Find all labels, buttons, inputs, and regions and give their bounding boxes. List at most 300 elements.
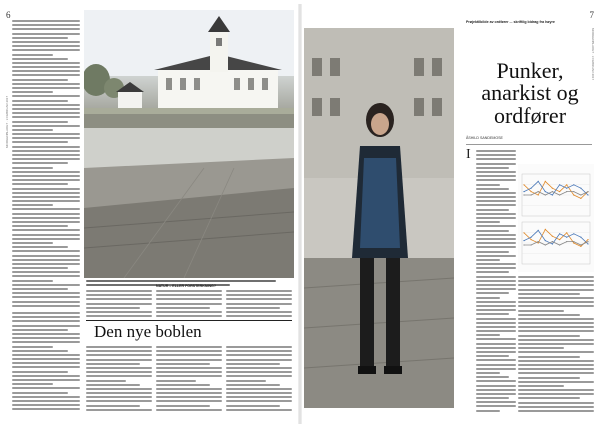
chart-point bbox=[552, 194, 553, 195]
text-line bbox=[476, 158, 516, 160]
left-page bbox=[4, 8, 296, 420]
text-line bbox=[518, 389, 594, 391]
text-line bbox=[226, 371, 292, 373]
text-line bbox=[12, 137, 80, 139]
text-line bbox=[518, 293, 580, 295]
lower-left-text-column-1 bbox=[12, 312, 80, 416]
text-line bbox=[86, 359, 152, 361]
text-line bbox=[12, 171, 80, 173]
text-line bbox=[86, 307, 140, 309]
text-line bbox=[518, 356, 580, 358]
text-line bbox=[476, 263, 516, 265]
text-line bbox=[476, 393, 516, 395]
church-illustration bbox=[84, 10, 294, 128]
chart-point bbox=[573, 241, 574, 242]
text-line bbox=[518, 343, 594, 345]
text-line bbox=[476, 213, 516, 215]
text-line bbox=[226, 311, 292, 313]
text-line bbox=[12, 379, 80, 381]
text-line bbox=[86, 400, 152, 402]
text-line bbox=[476, 200, 516, 202]
text-line bbox=[156, 396, 222, 398]
text-line bbox=[12, 392, 68, 394]
chart-point bbox=[573, 233, 574, 234]
text-line bbox=[12, 320, 80, 322]
text-line bbox=[476, 276, 516, 278]
text-line bbox=[12, 217, 80, 219]
folio-left: MORGENBLADET · 3 FEBRUAR 2017 bbox=[5, 95, 9, 148]
text-line bbox=[12, 95, 80, 97]
text-line bbox=[518, 351, 594, 353]
text-line bbox=[12, 49, 80, 51]
text-line bbox=[12, 242, 53, 244]
text-line bbox=[86, 315, 152, 317]
chart-point bbox=[531, 237, 532, 238]
middle-text-column bbox=[86, 290, 152, 320]
text-line bbox=[12, 162, 68, 164]
chart-point bbox=[587, 191, 588, 192]
chart-point bbox=[559, 239, 560, 240]
text-line bbox=[476, 288, 516, 290]
text-line bbox=[156, 359, 222, 361]
text-line bbox=[12, 312, 80, 314]
text-line bbox=[518, 410, 594, 412]
chart-point bbox=[523, 244, 524, 245]
text-line bbox=[226, 400, 292, 402]
chart-point bbox=[559, 184, 560, 185]
text-line bbox=[12, 329, 68, 331]
text-line bbox=[12, 108, 80, 110]
chart-point bbox=[552, 191, 553, 192]
text-line bbox=[12, 192, 80, 194]
text-line bbox=[156, 294, 222, 296]
text-line bbox=[156, 303, 222, 305]
text-line bbox=[226, 388, 292, 390]
text-line bbox=[12, 250, 80, 252]
text-line bbox=[12, 116, 80, 118]
text-line bbox=[476, 380, 516, 382]
chart-series-line bbox=[524, 192, 588, 195]
text-line bbox=[518, 368, 594, 370]
chart-point bbox=[531, 191, 532, 192]
text-line bbox=[12, 234, 80, 236]
text-line bbox=[12, 183, 68, 185]
chart-point bbox=[545, 229, 546, 230]
text-line bbox=[518, 372, 594, 374]
text-line bbox=[12, 179, 80, 181]
chart-point bbox=[587, 241, 588, 242]
text-line bbox=[226, 294, 292, 296]
byline-rule bbox=[466, 144, 592, 145]
chart-point bbox=[552, 188, 553, 189]
text-line bbox=[12, 66, 80, 68]
plaza-illustration bbox=[84, 128, 294, 278]
chart-point bbox=[566, 232, 567, 233]
text-line bbox=[476, 405, 516, 407]
text-line bbox=[12, 350, 68, 352]
text-line bbox=[226, 346, 292, 348]
text-line bbox=[86, 396, 152, 398]
text-line bbox=[476, 330, 516, 332]
text-line bbox=[518, 276, 594, 278]
text-line bbox=[476, 242, 516, 244]
text-line bbox=[476, 234, 516, 236]
text-line bbox=[518, 385, 564, 387]
text-line bbox=[476, 167, 509, 169]
text-line bbox=[476, 305, 516, 307]
chart-point bbox=[523, 194, 524, 195]
chart-point bbox=[538, 181, 539, 182]
text-line bbox=[12, 296, 80, 298]
chart-point bbox=[580, 194, 581, 195]
headline-rule bbox=[86, 320, 292, 321]
text-line bbox=[12, 301, 80, 303]
chart-point bbox=[538, 194, 539, 195]
text-line bbox=[476, 401, 516, 403]
text-line bbox=[518, 364, 594, 366]
text-line bbox=[12, 337, 80, 339]
chart-point bbox=[552, 243, 553, 244]
text-line bbox=[518, 339, 594, 341]
text-line bbox=[476, 322, 516, 324]
text-line bbox=[476, 389, 516, 391]
text-line bbox=[86, 350, 152, 352]
left-headline: Den nye boblen bbox=[94, 322, 202, 341]
right-body-column-1 bbox=[476, 150, 516, 416]
text-line bbox=[518, 347, 564, 349]
text-line bbox=[12, 408, 80, 410]
text-line bbox=[518, 318, 594, 320]
chart-point bbox=[538, 191, 539, 192]
text-line bbox=[12, 104, 80, 106]
text-line bbox=[476, 196, 516, 198]
text-line bbox=[476, 284, 516, 286]
text-line bbox=[12, 91, 53, 93]
left-text-column bbox=[12, 20, 80, 310]
text-line bbox=[156, 375, 222, 377]
text-line bbox=[86, 354, 152, 356]
text-line bbox=[156, 354, 222, 356]
text-line bbox=[12, 366, 80, 368]
text-line bbox=[226, 392, 292, 394]
text-line bbox=[226, 290, 292, 292]
text-line bbox=[12, 175, 80, 177]
text-line bbox=[12, 371, 68, 373]
text-line bbox=[12, 354, 80, 356]
text-line bbox=[12, 259, 80, 261]
text-line bbox=[12, 100, 68, 102]
text-line bbox=[12, 41, 80, 43]
text-line bbox=[12, 28, 80, 30]
text-line bbox=[12, 271, 80, 273]
text-line bbox=[12, 362, 80, 364]
text-line bbox=[476, 179, 516, 181]
text-line bbox=[86, 294, 152, 296]
text-line bbox=[156, 405, 210, 407]
text-line bbox=[86, 409, 152, 411]
text-line bbox=[476, 301, 516, 303]
text-line bbox=[12, 188, 80, 190]
text-line bbox=[476, 280, 516, 282]
text-line bbox=[12, 87, 80, 89]
text-line bbox=[518, 406, 594, 408]
text-line bbox=[518, 284, 594, 286]
text-line bbox=[156, 367, 222, 369]
text-line bbox=[12, 150, 80, 152]
text-line bbox=[12, 129, 53, 131]
text-line bbox=[156, 371, 222, 373]
text-line bbox=[86, 384, 140, 386]
text-line bbox=[156, 384, 210, 386]
text-line bbox=[156, 392, 222, 394]
text-line bbox=[476, 292, 509, 294]
text-line bbox=[156, 307, 210, 309]
text-line bbox=[156, 350, 222, 352]
text-line bbox=[226, 396, 292, 398]
text-line bbox=[12, 275, 80, 277]
text-line bbox=[12, 375, 80, 377]
text-line bbox=[12, 284, 80, 286]
text-line bbox=[86, 303, 152, 305]
chart-point bbox=[552, 241, 553, 242]
text-line bbox=[12, 58, 68, 60]
chart-point bbox=[538, 241, 539, 242]
text-line bbox=[12, 280, 53, 282]
text-line bbox=[12, 387, 80, 389]
text-line bbox=[12, 79, 68, 81]
text-line bbox=[156, 290, 222, 292]
text-line bbox=[476, 351, 516, 353]
chart-point bbox=[531, 239, 532, 240]
text-line bbox=[12, 400, 80, 402]
chart-point bbox=[580, 188, 581, 189]
text-line bbox=[476, 318, 516, 320]
text-line bbox=[156, 346, 222, 348]
text-line bbox=[12, 208, 80, 210]
page-number-left: 6 bbox=[6, 10, 11, 20]
chart-svg bbox=[518, 164, 594, 272]
chart-point bbox=[545, 191, 546, 192]
chart-point bbox=[566, 237, 567, 238]
text-line bbox=[476, 154, 516, 156]
chart-point bbox=[552, 236, 553, 237]
portrait-illustration bbox=[304, 28, 454, 408]
line-chart bbox=[518, 164, 594, 272]
text-line bbox=[518, 301, 594, 303]
text-line bbox=[12, 125, 80, 127]
text-line bbox=[12, 37, 68, 39]
text-line bbox=[12, 133, 80, 135]
text-line bbox=[476, 334, 500, 336]
chart-series-line bbox=[524, 242, 588, 245]
text-line bbox=[86, 290, 152, 292]
page-gutter bbox=[298, 4, 302, 424]
text-line bbox=[12, 263, 80, 265]
text-line bbox=[518, 402, 594, 404]
chart-point bbox=[580, 246, 581, 247]
middle-text-column-2 bbox=[156, 290, 222, 320]
text-line bbox=[12, 20, 80, 22]
text-line bbox=[476, 217, 516, 219]
text-line bbox=[12, 112, 80, 114]
right-kicker: Prøjektilbilde av ordfører ... skriftlig bidrag fra høyre bbox=[466, 20, 555, 24]
text-line bbox=[518, 377, 580, 379]
text-line bbox=[86, 311, 152, 313]
section-label: NATUR – ELLER FORSTERKNING? bbox=[156, 284, 217, 288]
text-line bbox=[12, 146, 80, 148]
chart-point bbox=[545, 240, 546, 241]
chart-point bbox=[531, 194, 532, 195]
chart-point bbox=[559, 244, 560, 245]
text-line bbox=[476, 171, 516, 173]
chart-point bbox=[531, 244, 532, 245]
text-line bbox=[476, 246, 516, 248]
text-line bbox=[476, 410, 500, 412]
text-line bbox=[86, 363, 140, 365]
text-line bbox=[12, 341, 80, 343]
folio-right: MORGENBLADET · 3 FEBRUAR 2017 bbox=[591, 28, 595, 81]
text-line bbox=[476, 251, 509, 253]
chart-point bbox=[523, 184, 524, 185]
text-line bbox=[476, 376, 509, 378]
text-line bbox=[12, 238, 80, 240]
text-line bbox=[86, 392, 152, 394]
text-line bbox=[86, 371, 152, 373]
text-line bbox=[12, 45, 80, 47]
text-line bbox=[476, 309, 516, 311]
text-line bbox=[476, 163, 516, 165]
text-line bbox=[156, 363, 210, 365]
text-line bbox=[518, 280, 594, 282]
church-photo bbox=[84, 10, 294, 128]
text-line bbox=[476, 192, 516, 194]
chart-point bbox=[573, 242, 574, 243]
text-line bbox=[86, 405, 140, 407]
chart-point bbox=[559, 191, 560, 192]
text-line bbox=[12, 24, 80, 26]
right-body-column-2 bbox=[518, 276, 594, 416]
text-line bbox=[226, 303, 292, 305]
text-line bbox=[476, 359, 516, 361]
chart-point bbox=[523, 232, 524, 233]
chart-point bbox=[523, 240, 524, 241]
text-line bbox=[518, 381, 594, 383]
chart-point bbox=[573, 194, 574, 195]
text-line bbox=[226, 307, 280, 309]
text-line bbox=[476, 230, 509, 232]
text-line bbox=[86, 346, 152, 348]
text-line bbox=[86, 380, 126, 382]
text-line bbox=[226, 375, 292, 377]
text-line bbox=[226, 363, 280, 365]
text-line bbox=[156, 409, 222, 411]
chart-point bbox=[580, 198, 581, 199]
chart-point bbox=[573, 184, 574, 185]
text-line bbox=[226, 367, 292, 369]
chart-point bbox=[559, 194, 560, 195]
text-line bbox=[86, 375, 152, 377]
text-line bbox=[12, 74, 80, 76]
text-line bbox=[226, 350, 292, 352]
chart-point bbox=[531, 188, 532, 189]
text-line bbox=[476, 271, 509, 273]
text-line bbox=[518, 305, 594, 307]
text-line bbox=[476, 221, 500, 223]
drop-cap: I bbox=[466, 147, 471, 162]
text-line bbox=[12, 396, 80, 398]
chart-point bbox=[538, 230, 539, 231]
text-line bbox=[476, 313, 509, 315]
text-line bbox=[156, 388, 222, 390]
text-line bbox=[476, 368, 516, 370]
text-line bbox=[476, 188, 509, 190]
text-line bbox=[156, 311, 222, 313]
text-line bbox=[476, 397, 509, 399]
text-line bbox=[86, 388, 152, 390]
text-line bbox=[226, 359, 292, 361]
text-line bbox=[476, 259, 500, 261]
text-line bbox=[156, 315, 222, 317]
text-line bbox=[12, 246, 68, 248]
portrait-photo bbox=[304, 28, 454, 408]
plaza-photo bbox=[84, 128, 294, 278]
text-line bbox=[156, 400, 222, 402]
chart-point bbox=[545, 244, 546, 245]
text-line bbox=[476, 364, 516, 366]
text-line bbox=[226, 405, 280, 407]
chart-point bbox=[523, 191, 524, 192]
text-line bbox=[12, 305, 80, 307]
chart-point bbox=[580, 237, 581, 238]
text-line bbox=[12, 204, 53, 206]
text-line bbox=[156, 298, 222, 300]
text-line bbox=[12, 292, 80, 294]
text-line bbox=[12, 255, 80, 257]
text-line bbox=[518, 393, 594, 395]
text-line bbox=[12, 196, 80, 198]
page-number-right: 7 bbox=[589, 10, 594, 20]
text-line bbox=[226, 380, 266, 382]
text-line bbox=[476, 343, 516, 345]
text-line bbox=[476, 347, 516, 349]
right-headline: Punker, anarkist og ordfører bbox=[481, 58, 579, 128]
right-page bbox=[304, 8, 596, 420]
text-line bbox=[476, 209, 509, 211]
chart-point bbox=[566, 188, 567, 189]
text-line bbox=[12, 316, 80, 318]
chart-point bbox=[538, 242, 539, 243]
chart-point bbox=[566, 184, 567, 185]
text-line bbox=[476, 338, 516, 340]
text-line bbox=[12, 225, 68, 227]
text-line bbox=[476, 150, 516, 152]
chart-point bbox=[587, 239, 588, 240]
text-line bbox=[476, 225, 516, 227]
text-line bbox=[12, 33, 80, 35]
text-line bbox=[476, 184, 500, 186]
chart-point bbox=[545, 181, 546, 182]
text-line bbox=[518, 397, 580, 399]
chart-point bbox=[573, 191, 574, 192]
chart-point bbox=[566, 241, 567, 242]
text-line bbox=[476, 267, 516, 269]
chart-point bbox=[587, 243, 588, 244]
text-line bbox=[12, 404, 80, 406]
right-text-column bbox=[226, 290, 292, 320]
text-line bbox=[12, 358, 80, 360]
text-line bbox=[12, 383, 53, 385]
text-line bbox=[518, 314, 580, 316]
